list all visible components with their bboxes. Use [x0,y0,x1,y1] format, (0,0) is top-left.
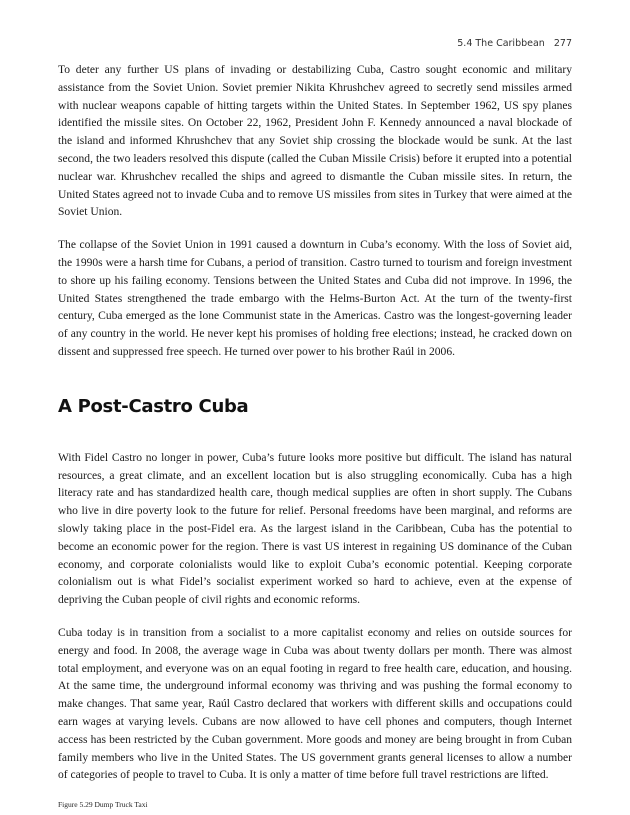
running-header-section: 5.4 The Caribbean [457,38,545,49]
body-paragraph: The collapse of the Soviet Union in 1991 caused a downturn in Cuba’s economy. With the loss of Soviet aid, the 1990s were a harsh time for Cubans, a period of transition. Castro turned to tourism and foreign investment to shore up his failing economy. Tensions between the United States and Cuba did not improve. In 1996, the United States strengthened the trade embargo with the Helms-Burton Act. At the turn of the twenty-first century, Cuba emerged as the lone Communist state in the Americas. Castro was the longest-governing leader of any country in the world. He never kept his promises of holding free elections; instead, he cracked down on dissent and suppressed free speech. He turned over power to his brother Raúl in 2006. [58,239,572,358]
page-number: 277 [553,38,572,49]
body-paragraph: With Fidel Castro no longer in power, Cuba’s future looks more positive but difficult. The island has natural resources, a great climate, and an excellent location but is also struggling economically. Cuba has a high literacy rate and has standardized health care, though medical supplies are often in short supply. The Cubans who live in dire poverty look to the future for relief. Personal freedoms have been marginal, and reforms are slowly taking place in the post-Fidel era. As the largest island in the Caribbean, Cuba has the potential to become an economic power for the region. There is vast US interest in regaining US dominance of the Cuban economy, and corporate colonialists would like to exploit Cuba’s economic potential. Keeping corporate colonialism out is what Fidel’s socialist experiment worked so hard to achieve, even at the expense of depriving the Cuban people of civil rights and economic reforms. [58,451,572,607]
body-paragraph: To deter any further US plans of invading or destabilizing Cuba, Castro sought economic and military assistance from the Soviet Union. Soviet premier Nikita Khrushchev agreed to secretly send missiles armed with nuclear weapons capable of hitting targets within the United States. In September 1962, US spy planes identified the missile sites. On October 22, 1962, President John F. Kennedy announced a naval blockade of the island and informed Khrushchev that any Soviet ship crossing the blockade would be sunk. At the last second, the two leaders resolved this dispute (called the Cuban Missile Crisis) before it erupted into a potential nuclear war. Khrushchev recalled the ships and agreed to dismantle the Cuban missile sites. In return, the United States agreed not to invade Cuba and to remove US missiles from sites in Turkey that were aimed at the Soviet Union. [58,64,572,219]
page-content [58,62,572,809]
figure-caption: Figure 5.29 Dump Truck Taxi [58,800,148,810]
section-heading: A Post-Castro Cuba [58,395,249,417]
body-paragraph: Cuba today is in transition from a socialist to a more capitalist economy and relies on outside sources for energy and food. In 2008, the average wage in Cuba was about twenty dollars per month. There was almost total employment, and everyone was on an equal footing in regard to free health care, education, and housing. At the same time, the underground informal economy was thriving and was pushing the formal economy to make changes. That same year, Raúl Castro declared that workers with different skills and occupations could earn wages at varying levels. Cubans are now allowed to have cell phones and computers, though Internet access has been restricted by the Cuban government. More goods and money are being brought in from Cuban family members who live in the United States. The US government grants general licenses to allow a number of categories of people to travel to Cuba. It is only a matter of time before full travel restrictions are lifted. [58,626,572,782]
running-header [457,38,572,49]
